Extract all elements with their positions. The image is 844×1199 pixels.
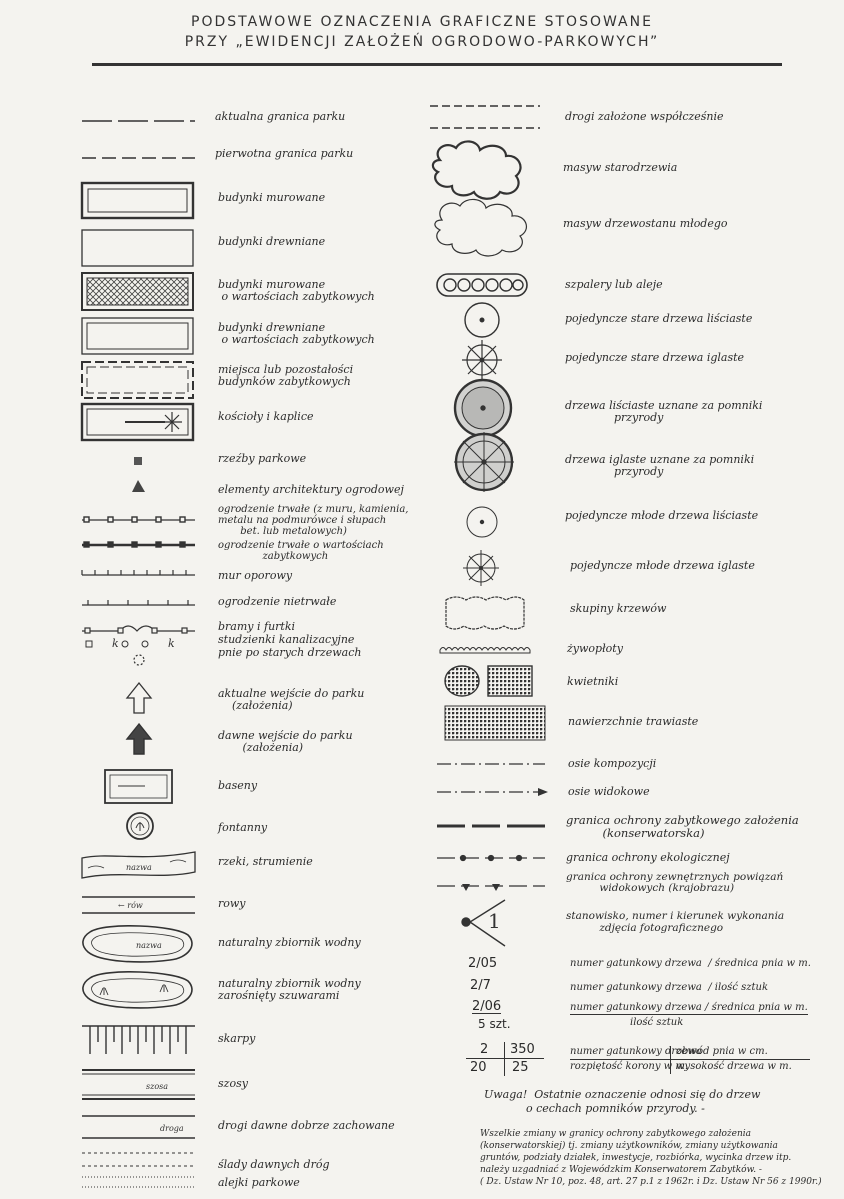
table-code-a: 2 [480,1042,489,1057]
table-code-b: 350 [510,1042,535,1057]
brick-building-symbol [82,183,193,218]
label-flowerbeds: kwietniki [567,675,619,688]
manhole-symbol-2 [122,641,128,647]
label-embankments: skarpy [218,1032,256,1045]
label-ditches: rowy [218,897,246,910]
label-pools: baseny [218,779,258,792]
permanent-fence-symbol [82,517,195,522]
tree-table-labels [570,1046,810,1076]
retaining-wall-symbol [82,570,195,575]
shrub-group-symbol [446,597,524,629]
grass-surface-symbol [445,706,545,740]
gate-symbol [82,626,195,633]
ecological-boundary-symbol [437,856,545,861]
label-garden-architecture: elementy architektury ogrodowej [218,483,404,496]
table-label-2: obwód pnia w cm. [676,1046,768,1057]
table-label-4: wysokość drzewa w m. [676,1061,792,1072]
flowerbed-symbol-2 [488,666,532,696]
tree-code-3-label2: ilość sztuk [630,1017,684,1028]
note-text: Uwaga! Ostatnie oznaczenie odnosi się do drzew o cechach pomników przyrody. - [484,1088,761,1115]
label-conservation-boundary: granica ochrony zabytkowego założenia (konserwatorska) [566,813,799,840]
tree-code-2: 2/7 [470,978,491,993]
tree-code-3-label: numer gatunkowy drzewa / średnica pnia w m. [570,1002,808,1013]
hedge-symbol [440,648,530,654]
table-code-c: 20 [470,1060,487,1075]
river-name-text: nazwa [126,863,152,872]
label-historic-wooden: budynki drewniane o wartościach zabytkowych [218,321,375,346]
label-shrub-groups: skupiny krzewów [570,602,667,615]
old-tree-mass-symbol [433,141,521,198]
natural-monument-conifer-symbol [454,432,514,492]
label-old-conifer: pojedyncze stare drzewa iglaste [565,351,745,364]
title-line-1: PODSTAWOWE OZNACZENIA GRAFICZNE STOSOWANE [191,14,653,30]
label-modern-roads: drogi założone współcześnie [565,110,724,123]
label-historic-fence: ogrodzenie trwałe o wartościach zabytkowych [218,540,384,562]
label-monument-deciduous: drzewa liściaste uznane za pomniki przyrody [565,399,763,424]
gate-k1-text: k [112,637,119,650]
label-natural-pond: naturalny zbiornik wodny [218,936,361,949]
label-current-entrance: aktualne wejście do parku (założenia) [218,687,365,712]
current-entrance-symbol [127,683,151,713]
label-former-entrance: dawne wejście do parku (założenia) [218,729,353,754]
label-retaining-wall: mur oporowy [218,569,293,582]
label-tree-alleys: szpalery lub aleje [565,278,663,291]
tree-table-code [466,1042,544,1076]
label-young-deciduous: pojedyncze młode drzewa liściaste [565,509,759,522]
tree-code-1-label: numer gatunkowy drzewa / średnica pnia w m. [570,958,811,969]
label-landscape-boundary: granica ochrony zewnętrznych powiązań widokowych (krajobrazu) [566,871,784,894]
label-temporary-fence: ogrodzenie nietrwałe [218,595,337,608]
table-labels-hline [570,1059,810,1060]
table-label-3: rozpiętość korony w m. [570,1061,689,1072]
pond-name-text: nazwa [136,941,162,950]
label-old-tree-mass: masyw starodrzewia [563,161,678,174]
old-conifer-tree-symbol [462,340,502,380]
label-sculptures: rzeźby parkowe [218,452,307,465]
label-wooden-buildings: budynki drewniane [218,235,326,248]
label-churches: kościoły i kaplice [218,410,314,423]
label-young-tree-mass: masyw drzewostanu młodego [563,217,728,230]
label-highways: szosy [218,1077,248,1090]
ditch-text: ← rów [118,901,143,910]
garden-architecture-symbol [132,480,145,492]
manhole-symbol [86,641,92,647]
label-grass-surfaces: nawierzchnie trawiaste [568,715,699,728]
label-rivers: rzeki, strumienie [218,855,313,868]
label-road-traces: ślady dawnych dróg [218,1158,330,1171]
label-overgrown-pond: naturalny zbiornik wodny zarośnięty szuwarami [218,977,361,1002]
label-permanent-fence: ogrodzenie trwałe (z muru, kamienia, metalu na podmurówce i słupach bet. lub metalowych) [218,504,409,537]
label-view-axes: osie widokowe [568,785,650,798]
historic-fence-symbol [82,542,195,547]
label-old-deciduous: pojedyncze stare drzewa liściaste [565,312,753,325]
former-entrance-symbol [127,724,151,754]
young-conifer-tree-symbol [463,550,499,586]
label-original-border: pierwotna granica parku [215,147,354,160]
photo-number-text: 1 [488,909,501,933]
label-historic-brick: budynki murowane o wartościach zabytkowych [218,278,375,303]
title-line-2: PRZY „EWIDENCJI ZAŁOŻEŃ OGRODOWO-PARKOWYCH” [184,34,660,50]
label-monument-conifer: drzewa iglaste uznane za pomniki przyrody [565,453,755,478]
label-young-conifer: pojedyncze młode drzewa iglaste [570,559,755,572]
label-hedges: żywopłoty [567,642,623,655]
table-code-vline [504,1042,505,1076]
footer-text: Wszelkie zmiany w granicy ochrony zabytkowego założenia (konserwatorskiej) tj. zmiany użytkowników, zmiany użytkowania gruntów, podziały działek, inwestycje, rozbiórka, wycinka drzew itp. należy uzgadniać z Wojewódzkim Konserwatorem Zabytków. - ( Dz. Ustaw Nr 10, poz. 48, art. 27 p.1 z 1962r. i Dz. Ustaw Nr 56 z 1990r.) [480,1129,822,1187]
sculpture-symbol [134,457,142,465]
label-fountains: fontanny [218,821,268,834]
tree-stump-symbol [134,655,144,665]
tree-code-3-count: 5 szt. [478,1017,511,1031]
label-building-remains: miejsca lub pozostałości budynków zabytkowych [218,363,354,388]
label-old-roads: drogi dawne dobrze zachowane [218,1119,395,1132]
manhole-symbol-3 [142,641,148,647]
label-park-paths: alejki parkowe [218,1176,300,1189]
label-composition-axes: osie kompozycji [568,757,657,770]
gate-k2-text: k [168,637,175,650]
road-text: droga [160,1124,184,1133]
temporary-fence-symbol [82,600,195,605]
table-label-1: numer gatunkowy drzewa [570,1046,702,1057]
flowerbed-symbol [445,666,479,696]
highway-text: szosa [146,1082,169,1091]
label-photo-station: stanowisko, numer i kierunek wykonania zdjęcia fotograficznego [566,910,785,934]
label-ecological-boundary: granica ochrony ekologicznej [566,851,730,864]
young-tree-mass-symbol [435,199,527,256]
label-gates: bramy i furtki studzienki kanalizacyjne pnie po starych drzewach [218,620,362,659]
label-brick-buildings: budynki murowane [218,191,326,204]
label-current-border: aktualna granica parku [215,110,346,123]
embankment-symbol [82,1026,195,1054]
tree-code-2-label: numer gatunkowy drzewa / ilość sztuk [570,982,769,993]
table-code-d: 25 [512,1060,529,1075]
tree-code-3: 2/06 [472,999,502,1014]
wooden-building-symbol [82,230,193,266]
tree-code-1: 2/05 [468,956,498,971]
table-code-hline [466,1058,544,1059]
landscape-boundary-symbol [437,884,545,891]
